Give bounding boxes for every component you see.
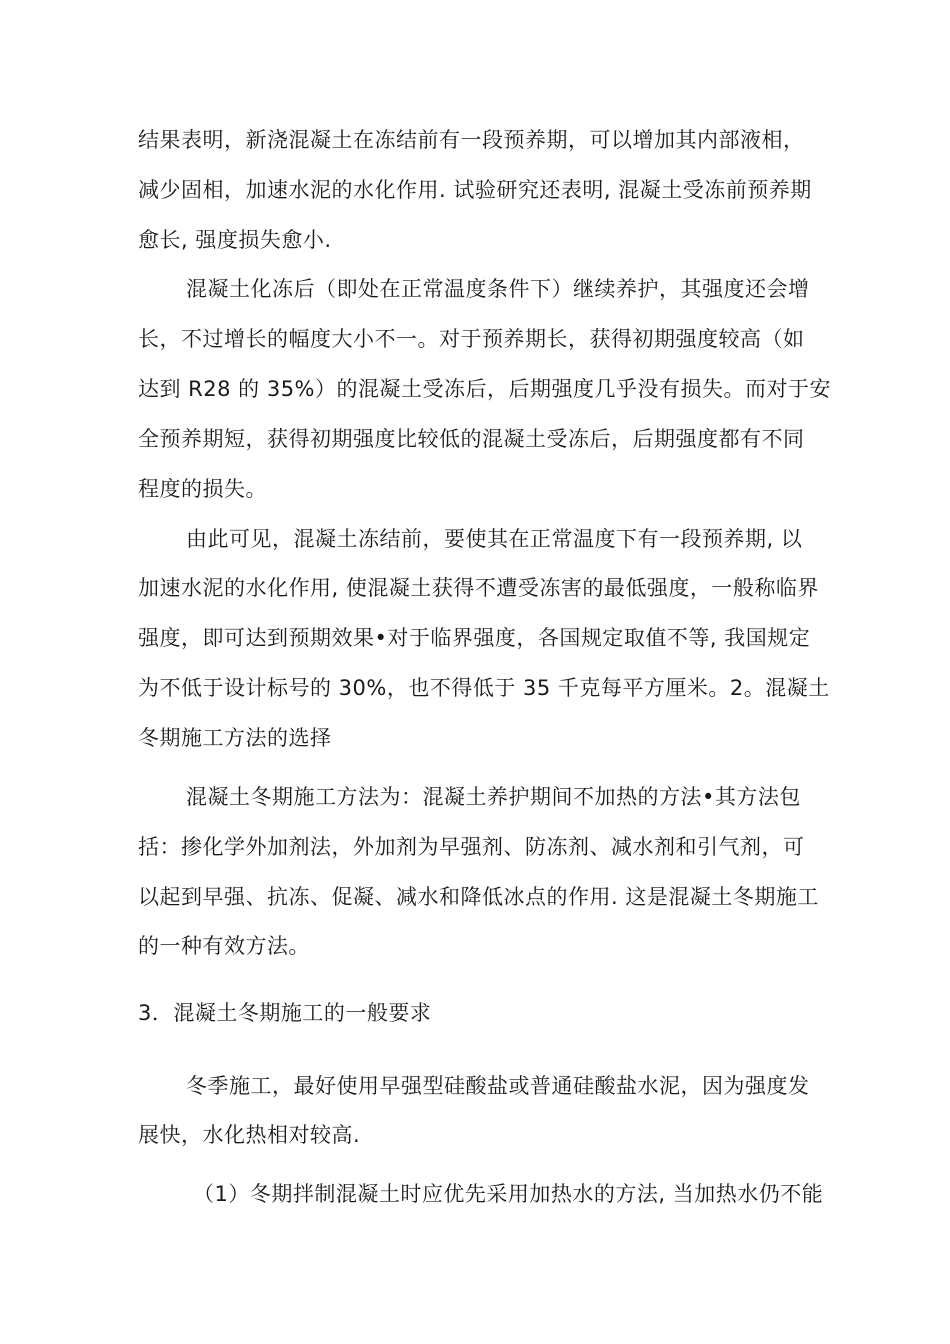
text-line: 达到 R28 的 35%）的混凝土受冻后，后期强度几乎没有损失。而对于安	[138, 377, 832, 401]
text-line: 混凝土化冻后（即处在正常温度条件下）继续养护，其强度还会增	[186, 277, 810, 301]
text-line: 减少固相，加速水泥的水化作用. 试验研究还表明, 混凝土受冻前预养期	[138, 178, 812, 202]
text-line: 为不低于设计标号的 30%，也不得低于 35 千克每平方厘米。2。混凝土	[138, 676, 830, 700]
text-line: 展快，水化热相对较高.	[138, 1123, 361, 1147]
text-line: 加速水泥的水化作用, 使混凝土获得不遭受冻害的最低强度，一般称临界	[138, 576, 819, 600]
text-line: 以起到早强、抗冻、促凝、减水和降低冰点的作用. 这是混凝土冬期施工	[138, 885, 819, 909]
text-line: 括：掺化学外加剂法，外加剂为早强剂、防冻剂、减水剂和引气剂，可	[138, 835, 805, 859]
text-line: 混凝土冬期施工方法为：混凝土养护期间不加热的方法•其方法包	[186, 785, 801, 809]
text-line: 全预养期短，获得初期强度比较低的混凝土受冻后，后期强度都有不同	[138, 427, 805, 451]
text-line: 冬季施工，最好使用早强型硅酸盐或普通硅酸盐水泥，因为强度发	[186, 1074, 810, 1098]
text-line: 长，不过增长的幅度大小不一。对于预养期长，获得初期强度较高（如	[138, 327, 805, 351]
text-line: 结果表明，新浇混凝土在冻结前有一段预养期，可以增加其内部液相，	[138, 128, 805, 152]
text-line: 愈长, 强度损失愈小.	[138, 228, 332, 252]
text-line: 冬期施工方法的选择	[138, 726, 332, 750]
text-line: 程度的损失。	[138, 477, 267, 501]
section-heading-3: 3．混凝土冬期施工的一般要求	[138, 1001, 432, 1025]
text-line: 由此可见，混凝土冻结前，要使其在正常温度下有一段预养期, 以	[186, 527, 803, 551]
text-line: （1）冬期拌制混凝土时应优先采用加热水的方法, 当加热水仍不能	[193, 1182, 824, 1206]
text-line: 的一种有效方法。	[138, 934, 310, 958]
text-line: 强度，即可达到预期效果•对于临界强度，各国规定取值不等, 我国规定	[138, 626, 811, 650]
